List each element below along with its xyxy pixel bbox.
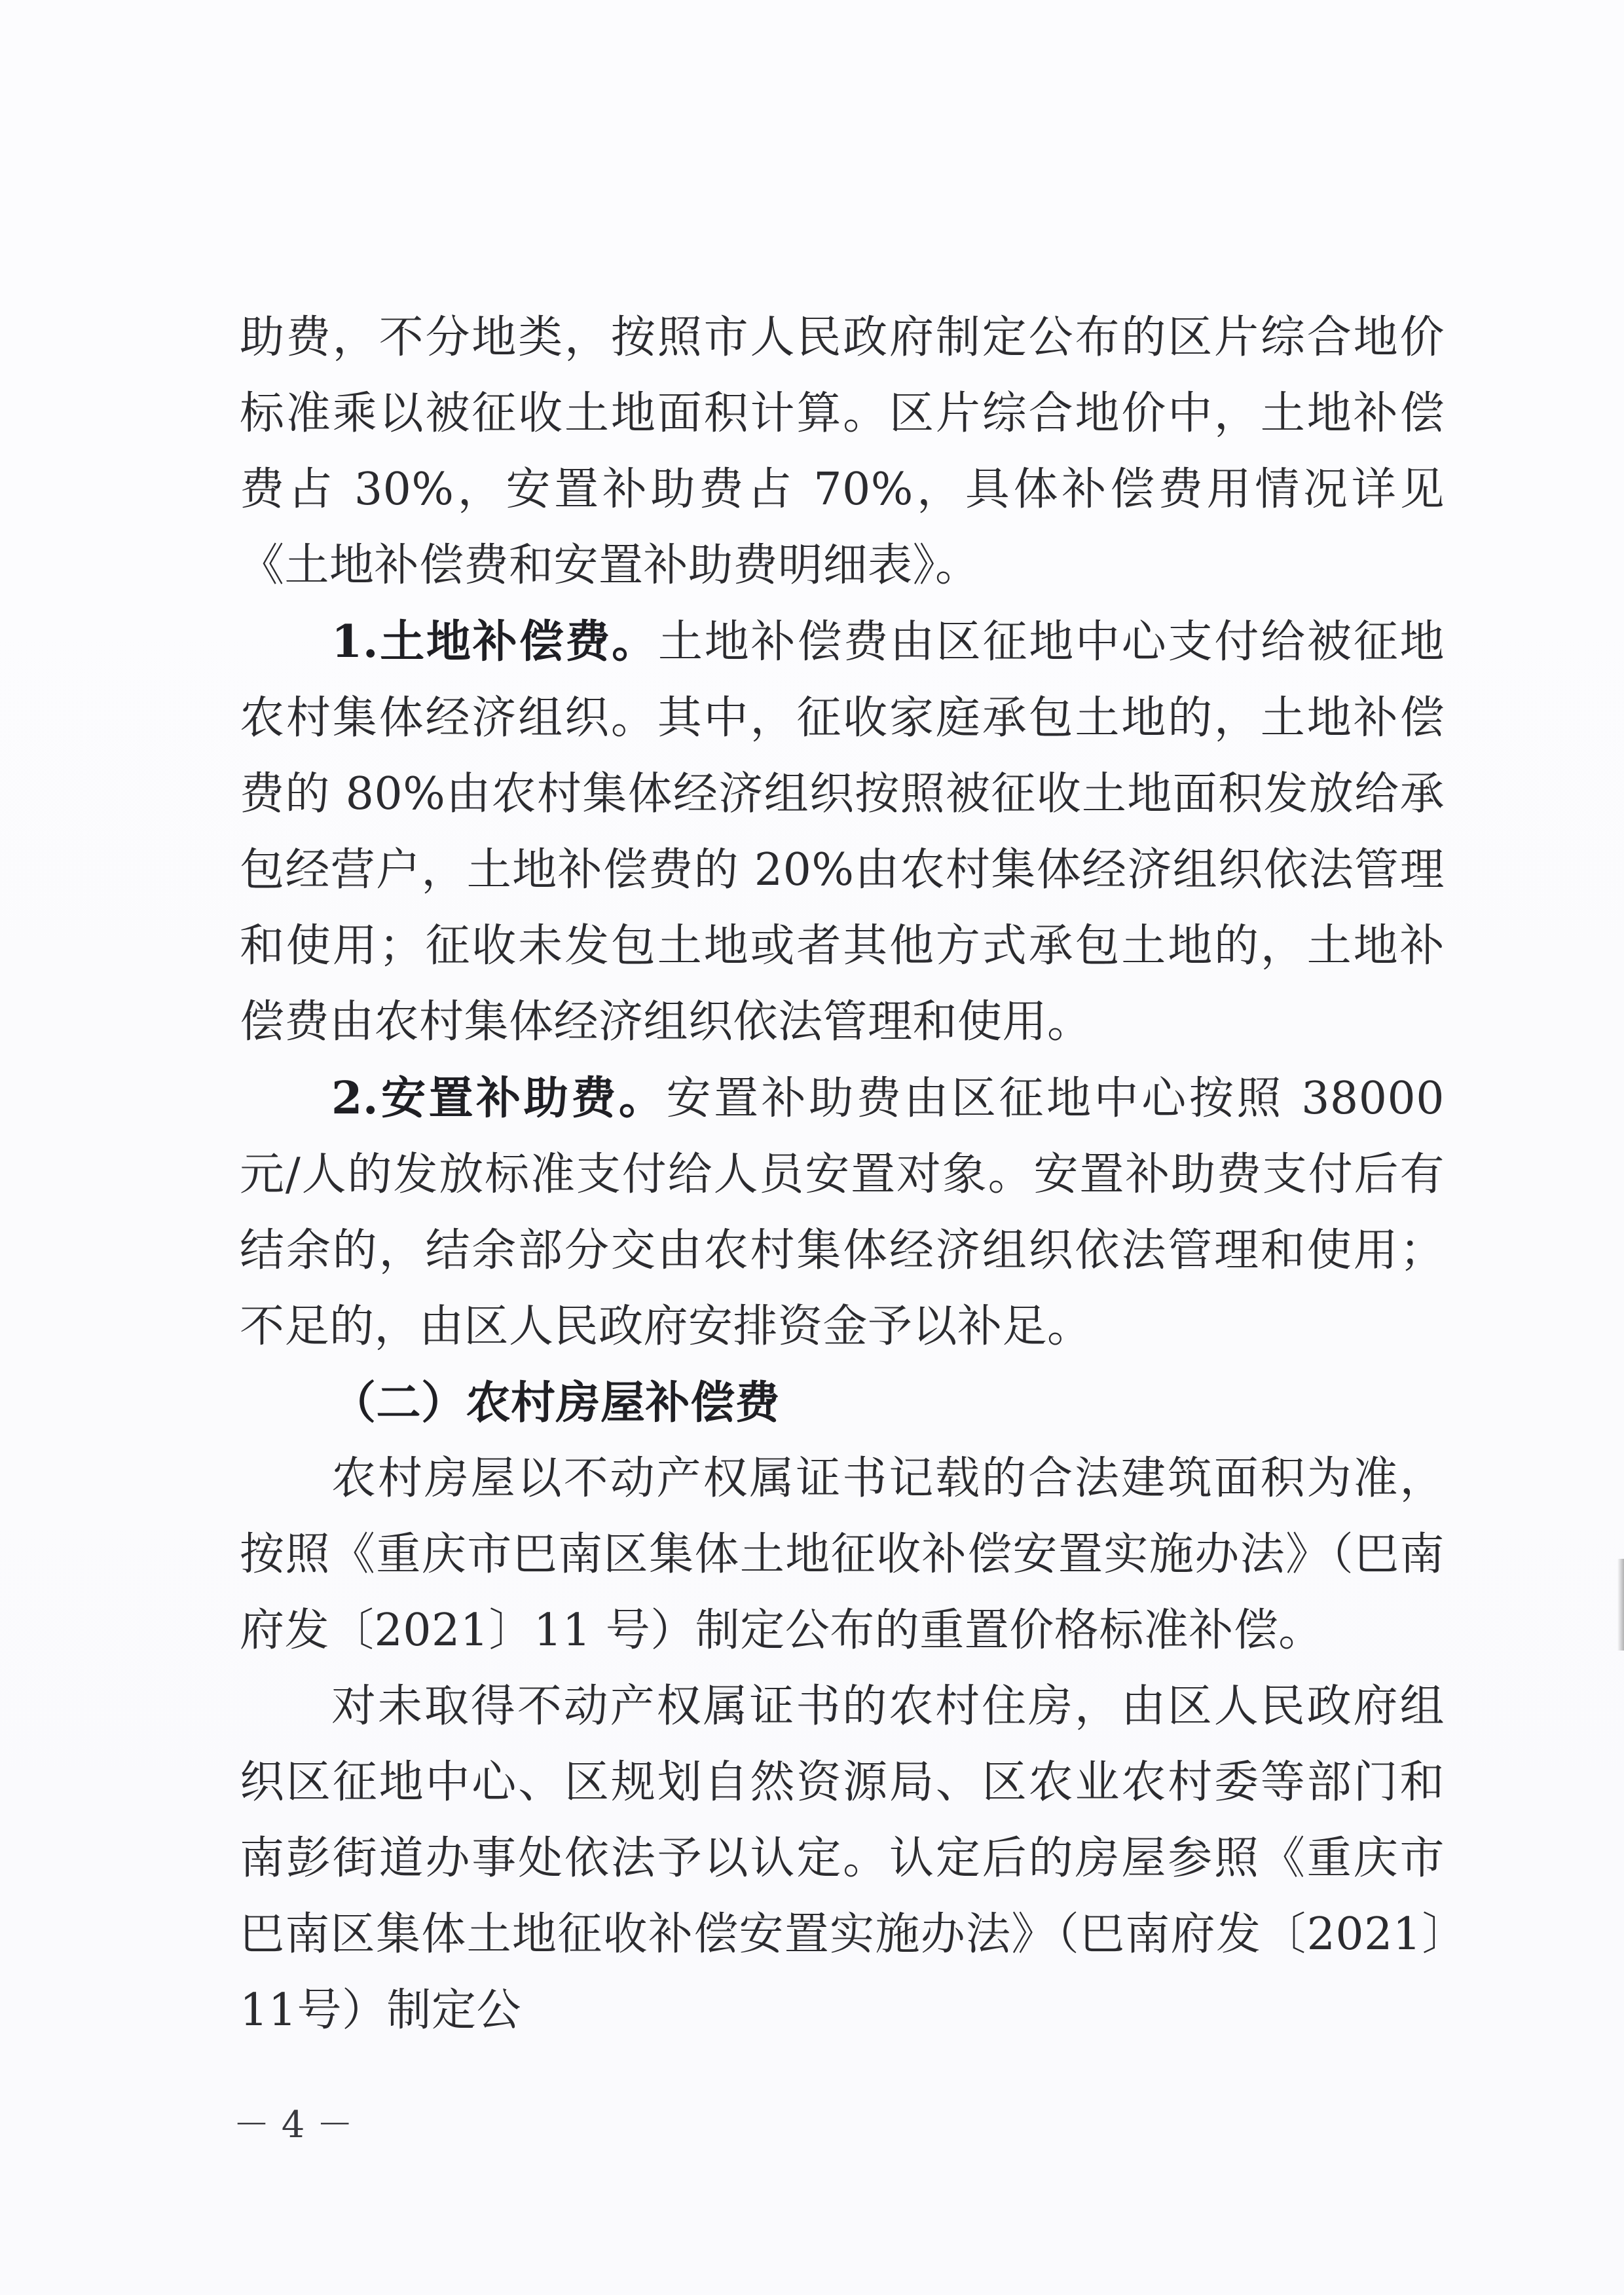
item-1-text: 土地补偿费由区征地中心支付给被征地农村集体经济组织。其中，征收家庭承包土地的，土地补偿费的 80%由农村集体经济组织按照被征收土地面积发放给承包经营户，土地补偿费的 20%由农村集体经济组织依法管理和使用；征收未发包土地或者其他方式承包土地的，土地补偿费由农村集体经济组织依法管理和使用。 [240,616,1445,1048]
paragraph-rural-housing: 农村房屋以不动产权属证书记载的合法建筑面积为准，按照《重庆市巴南区集体土地征收补偿安置实施办法》（巴南府发〔2021〕11 号）制定公布的重置价格标准补偿。 [240,1453,1445,1656]
section-heading: （二）农村房屋补偿费 [331,1377,781,1429]
paragraph-resettlement-subsidy [240,1060,1445,1365]
item-2-text: 安置补助费由区征地中心按照 38000 元/人的发放标准支付给人员安置对象。安置补助费支付后有结余的，结余部分交由农村集体经济组织依法管理和使用；不足的，由区人民政府安排资金予以补足。 [240,1073,1445,1353]
item-1-title: 1.土地补偿费。 [331,616,658,668]
item-2-title: 2.安置补助费。 [331,1072,667,1125]
document-body [240,300,1445,2036]
paragraph-land-compensation [240,604,1445,1060]
scan-edge-shadow [1617,1559,1624,1651]
paragraph-continuation: 助费，不分地类，按照市人民政府制定公布的区片综合地价标准乘以被征收土地面积计算。区片综合地价中，土地补偿费占 30%，安置补助费占 70%，具体补偿费用情况详见《土地补偿费和安置补助费明细表》。 [240,312,1445,591]
paragraph-uncertified-housing: 对未取得不动产权属证书的农村住房，由区人民政府组织区征地中心、区规划自然资源局、区农业农村委等部门和南彭街道办事处依法予以认定。认定后的房屋参照《重庆市巴南区集体土地征收补偿安置实施办法》（巴南府发〔2021〕11号）制定公 [240,1681,1445,2036]
page-number: － 4 － [233,2104,354,2146]
